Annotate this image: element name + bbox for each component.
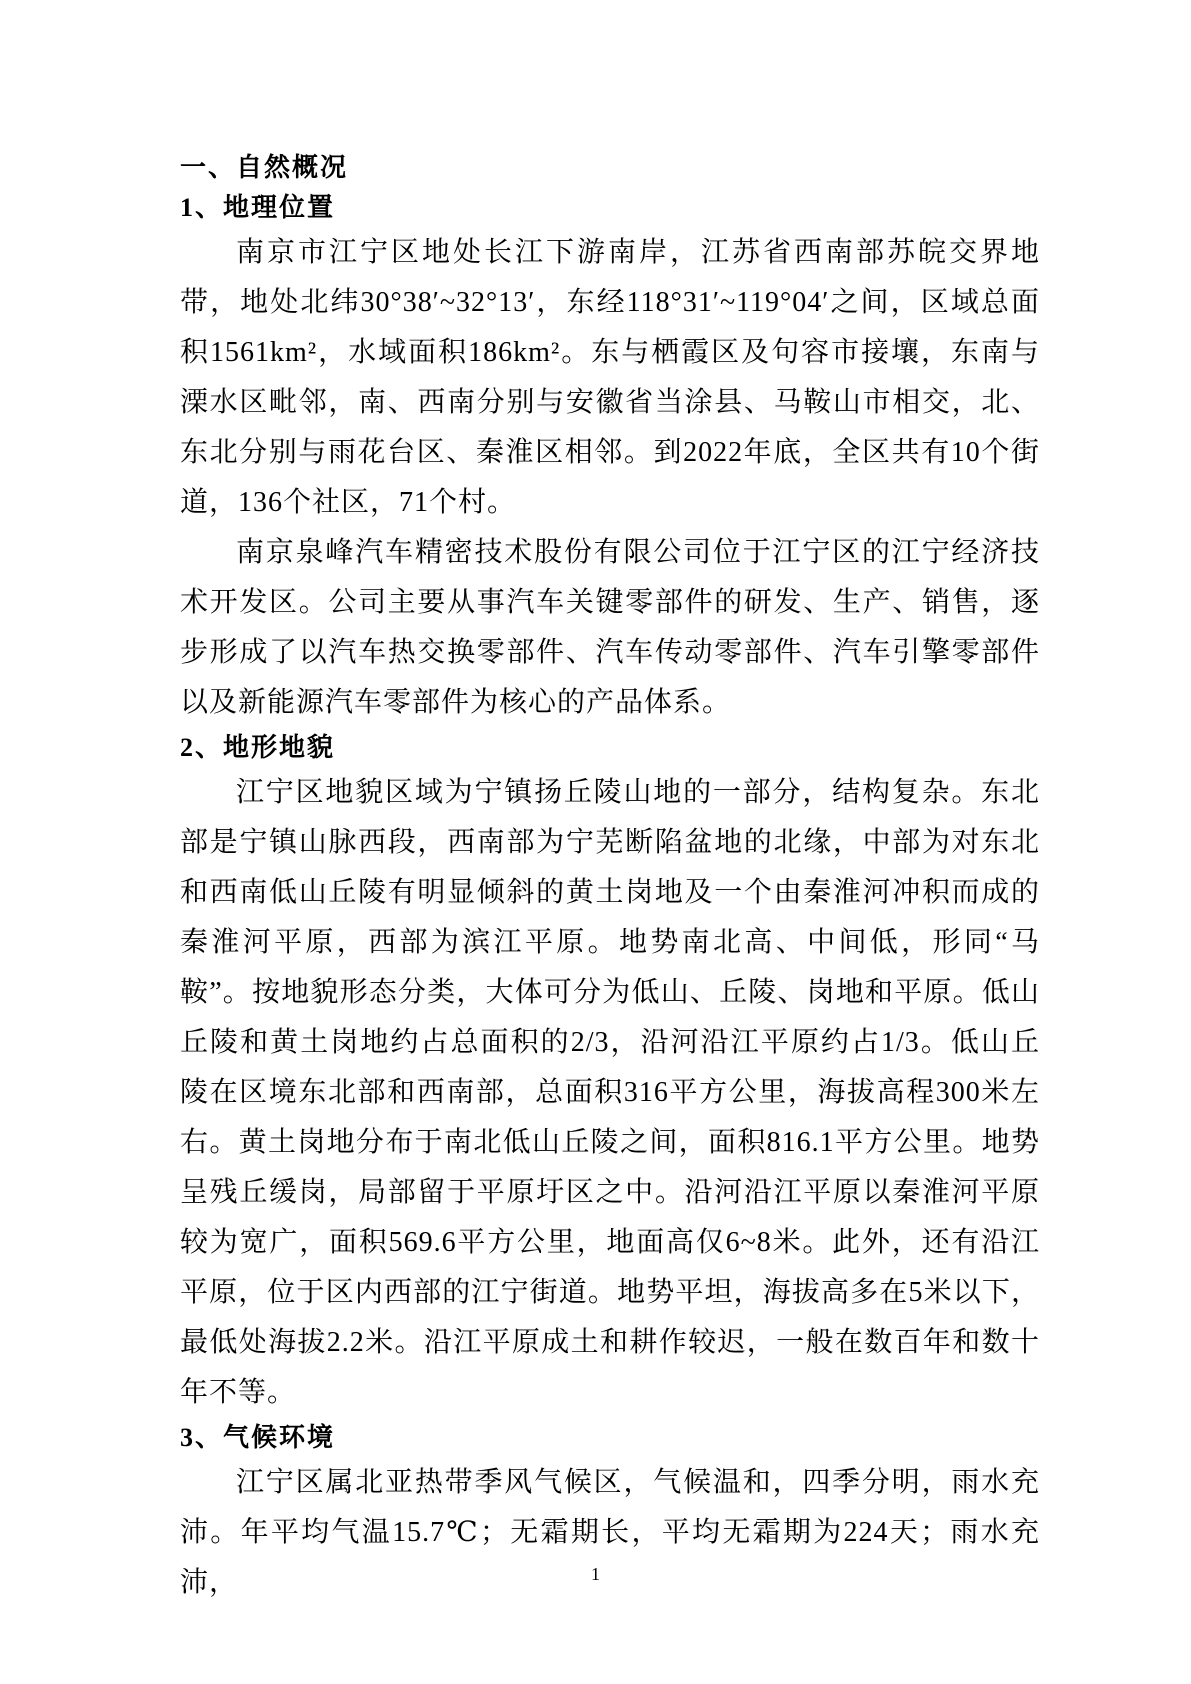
page-number: 1 (591, 1564, 600, 1584)
subsection-heading-terrain: 2、地形地貌 (180, 733, 336, 762)
paragraph-climate: 江宁区属北亚热带季风气候区，气候温和，四季分明，雨水充沛。年平均气温15.7℃；无霜期长，平均无霜期为224天；雨水充沛， (180, 1467, 1040, 1598)
paragraph-company-location: 南京泉峰汽车精密技术股份有限公司位于江宁区的江宁经济技术开发区。公司主要从事汽车关键零部件的研发、生产、销售，逐步形成了以汽车热交换零部件、汽车传动零部件、汽车引擎零部件以及新能源汽车零部件为核心的产品体系。 (180, 537, 1040, 718)
section-heading-natural-overview: 一、自然概况 (180, 153, 349, 182)
subsection-heading-climate: 3、气候环境 (180, 1423, 336, 1452)
paragraph-geographic-location: 南京市江宁区地处长江下游南岸，江苏省西南部苏皖交界地带，地处北纬30°38′~32°13′，东经118°31′~119°04′之间，区域总面积1561km²，水域面积186km²。东与栖霞区及句容市接壤，东南与溧水区毗邻，南、西南分别与安徽省当涂县、马鞍山市相交，北、东北分别与雨花台区、秦淮区相邻。到2022年底，全区共有10个街道，136个社区，71个村。 (180, 237, 1040, 518)
document-content (180, 148, 1040, 1608)
paragraph-terrain: 江宁区地貌区域为宁镇扬丘陵山地的一部分，结构复杂。东北部是宁镇山脉西段，西南部为宁芜断陷盆地的北缘，中部为对东北和西南低山丘陵有明显倾斜的黄土岗地及一个由秦淮河冲积而成的秦淮河平原，西部为滨江平原。地势南北高、中间低，形同“马鞍”。按地貌形态分类，大体可分为低山、丘陵、岗地和平原。低山丘陵和黄土岗地约占总面积的2/3，沿河沿江平原约占1/3。低山丘陵在区境东北部和西南部，总面积316平方公里，海拔高程300米左右。黄土岗地分布于南北低山丘陵之间，面积816.1平方公里。地势呈残丘缓岗，局部留于平原圩区之中。沿河沿江平原以秦淮河平原较为宽广，面积569.6平方公里，地面高仅6~8米。此外，还有沿江平原，位于区内西部的江宁街道。地势平坦，海拔高多在5米以下，最低处海拔2.2米。沿江平原成土和耕作较迟，一般在数百年和数十年不等。 (180, 777, 1040, 1408)
subsection-heading-geographic-location: 1、地理位置 (180, 193, 336, 222)
